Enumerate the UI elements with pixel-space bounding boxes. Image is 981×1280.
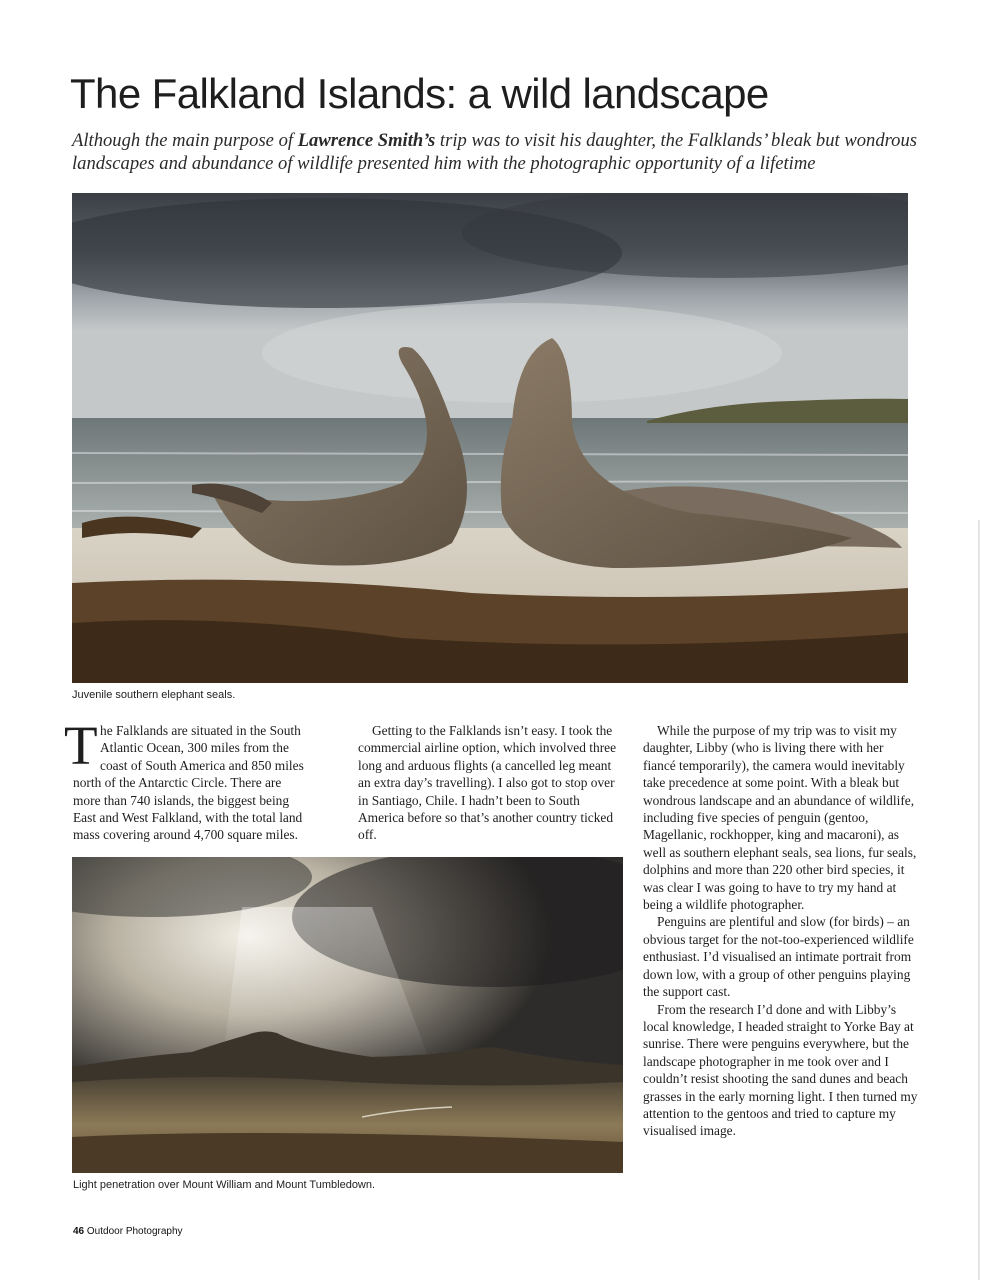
body-column-1: [73, 722, 335, 844]
mountain-landscape-photo: [72, 857, 623, 1173]
standfirst-tail: trip was to visit his daughter, the Falklands’ bleak but wondrous landscapes and abundance of wildlife presented him with the photographic opportunity of a lifetime: [72, 130, 917, 174]
magazine-name: Outdoor Photography: [86, 1226, 183, 1237]
standfirst-lead: Although the main purpose of: [72, 130, 298, 151]
page-number: 46: [73, 1226, 85, 1237]
page-edge-shadow: [978, 520, 980, 1280]
body-line: East and West Falkland, with the total land: [73, 810, 303, 826]
body-line: mass covering around 4,700 square miles.: [73, 827, 298, 843]
body-paragraph: Getting to the Falklands isn’t easy. I took the commercial airline option, which involved three long and arduous flights (a cancelled leg meant an extra day’s travelling). I also got to stop over in Santiago, Chile. I hadn’t been to South America before so that’s another country ticked off.: [358, 723, 617, 843]
body-paragraph: While the purpose of my trip was to visit my daughter, Libby (who is living there with her fiancé temporarily), the camera would inevitably take precedence at some point. With a bleak but wondrous landscape and an abundance of wildlife, including five species of penguin (gentoo, Magellanic, rockhopper, king and macaroni), as well as southern elephant seals, sea lions, fur seals, dolphins and more than 220 other bird species, it was clear I was going to have to try my hand at being a wildlife photographer.: [643, 723, 917, 913]
page-title: The Falkland Islands: a wild landscape: [70, 70, 769, 117]
body-line: Atlantic Ocean, 300 miles from the: [100, 740, 289, 756]
landscape-photo-caption: Light penetration over Mount William and Mount Tumbledown.: [73, 1179, 376, 1191]
body-column-2: [358, 722, 623, 844]
body-column-3: [643, 722, 918, 1140]
body-line: more than 740 islands, the biggest being: [73, 792, 290, 808]
page-footer: [73, 1226, 183, 1237]
body-paragraph: From the research I’d done and with Libby’s local knowledge, I headed straight to Yorke Bay at sunrise. There were penguins everywhere, but the landscape photographer in me took over and I couldn’t resist shooting the sand dunes and beach grasses in the early morning light. I then turned my attention to the gentoos and tried to capture my visualised image.: [643, 1001, 918, 1139]
standfirst: [72, 129, 932, 175]
elephant-seals-photo: [72, 193, 908, 683]
standfirst-author: Lawrence Smith’s: [297, 130, 436, 151]
hero-photo-caption: Juvenile southern elephant seals.: [72, 689, 236, 701]
body-line: north of the Antarctic Circle. There are: [73, 775, 282, 791]
drop-cap: T: [64, 715, 98, 776]
body-paragraph: Penguins are plentiful and slow (for birds) – an obvious target for the not-too-experienced wildlife enthusiast. I’d visualised an intimate portrait from down low, with a group of other penguins playing the support cast.: [643, 914, 914, 1000]
body-line: he Falklands are situated in the South: [100, 723, 301, 738]
body-line: coast of South America and 850 miles: [100, 757, 304, 773]
